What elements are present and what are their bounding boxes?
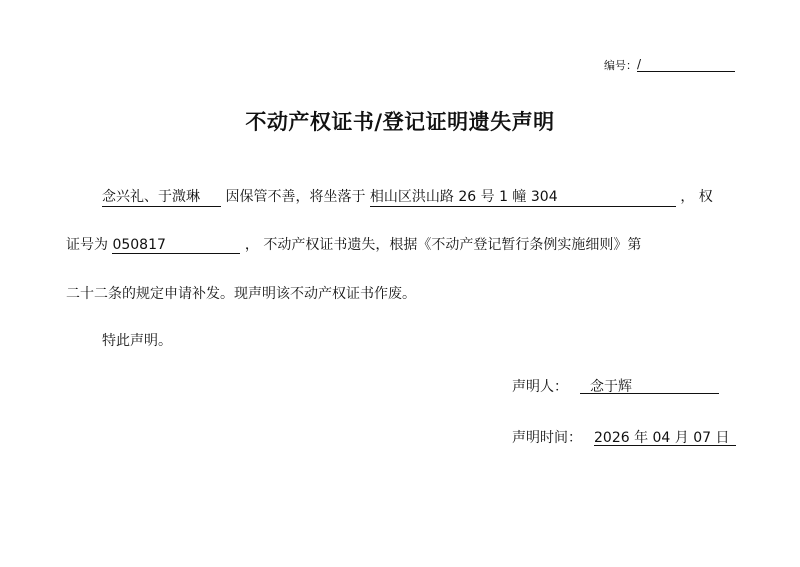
declaration-date: 2026 年 04 月 07 日 xyxy=(594,427,736,446)
serial-number-value: / xyxy=(637,57,642,71)
date-label: 声明时间： xyxy=(512,430,582,446)
statement-text-2a: 证号为 xyxy=(66,237,108,253)
serial-label: 编号： xyxy=(604,59,637,72)
statement-line-3: 二十二条的规定申请补发。现声明该不动产权证书作废。 xyxy=(66,286,416,302)
statement-text-2b: ， 不动产权证书遗失，根据《不动产登记暂行条例实施细则》第 xyxy=(244,237,642,253)
certificate-number: 050817 xyxy=(112,237,240,254)
serial-number-field xyxy=(637,57,735,72)
statement-text-1b: ， 权 xyxy=(680,189,713,205)
statement-line-1 xyxy=(102,186,738,207)
statement-closing: 特此声明。 xyxy=(102,333,172,349)
declarant-signature: 念于辉 xyxy=(580,376,719,394)
declarant-label: 声明人： xyxy=(512,379,568,395)
statement-line-2 xyxy=(66,234,738,254)
statement-text-1a: 因保管不善，将坐落于 xyxy=(225,189,366,205)
declarant-names: 念兴礼、于溦琳 xyxy=(102,186,221,207)
page-title: 不动产权证书/登记证明遗失声明 xyxy=(245,109,555,134)
property-location: 相山区洪山路 26 号 1 幢 304 xyxy=(370,186,676,207)
